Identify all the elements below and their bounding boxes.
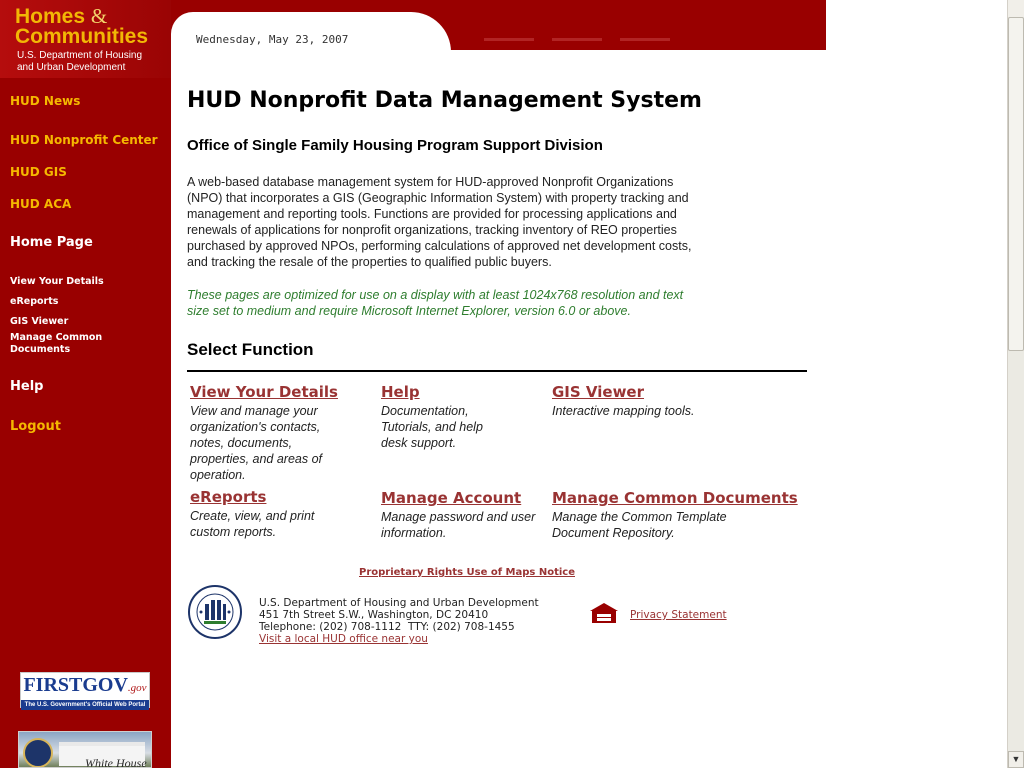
sidebar-item-gis-viewer[interactable]: GIS Viewer	[10, 316, 69, 327]
logo-line-3: U.S. Department of Housing	[17, 50, 143, 61]
select-function-heading: Select Function	[187, 340, 314, 359]
function-desc-manage-account: Manage password and user information.	[381, 510, 536, 540]
homes-communities-logo[interactable]	[0, 0, 171, 78]
sidebar-item-hud-gis[interactable]: HUD GIS	[10, 165, 67, 179]
white-house-label: White House	[85, 756, 147, 768]
firstgov-banner[interactable]	[20, 672, 150, 708]
logo-word-communities: Communities	[15, 25, 149, 48]
sidebar-item-logout[interactable]: Logout	[10, 419, 61, 434]
sidebar-item-manage-common-documents[interactable]: Manage Common Documents	[10, 332, 103, 355]
function-link-gis-viewer[interactable]: GIS Viewer	[552, 383, 645, 401]
firstgov-suffix: .gov	[127, 682, 147, 694]
function-gis-viewer	[552, 383, 802, 419]
function-link-manage-account[interactable]: Manage Account	[381, 489, 522, 507]
function-desc-ereports: Create, view, and print custom reports.	[190, 509, 315, 539]
system-description: A web-based database management system for HUD-approved Nonprofit Organizations (NPO) that incorporates a GIS (Geographic Information System) with property tracking and management and reporting tools. Functions are provided for processing applications and renewals of applications for nonprofit organizations, tracking inventory of REO properties purchased by approved NPOs, performing calculations of approved net development costs, and tracking the resale of the properties to qualified public buyers.	[187, 175, 692, 269]
sidebar-item-hud-news[interactable]: HUD News	[10, 94, 81, 108]
function-ereports	[190, 488, 370, 540]
address-line-3: Telephone: (202) 708-1112 TTY: (202) 708-1455	[259, 621, 515, 633]
sidebar-item-view-your-details[interactable]: View Your Details	[10, 276, 104, 287]
logo-ampersand: &	[90, 4, 108, 28]
hud-address-block	[259, 597, 539, 645]
firstgov-logo	[21, 673, 149, 700]
address-line-2: 451 7th Street S.W., Washington, DC 20410	[259, 609, 489, 621]
firstgov-tagline: The U.S. Government's Official Web Portal	[21, 700, 149, 710]
function-desc-gis-viewer: Interactive mapping tools.	[552, 404, 695, 418]
logo-word-homes: Homes	[15, 5, 86, 28]
sidebar-item-hud-nonprofit-center[interactable]: HUD Nonprofit Center	[10, 133, 158, 147]
maps-notice-link[interactable]: Proprietary Rights Use of Maps Notice	[359, 567, 575, 578]
sidebar-item-ereports[interactable]: eReports	[10, 296, 59, 307]
logo-line-4: and Urban Development	[17, 62, 126, 73]
browser-requirements-note: These pages are optimized for use on a display with at least 1024x768 resolution and text size set to medium and require Microsoft Internet Explorer, version 6.0 or above.	[187, 288, 684, 318]
function-manage-common-documents	[552, 489, 802, 541]
presidential-seal-icon	[23, 738, 53, 768]
function-desc-view-your-details: View and manage your organization's contacts, notes, documents, properties, and areas of operation.	[190, 404, 323, 482]
header-decoration	[484, 33, 684, 45]
address-line-1: U.S. Department of Housing and Urban Development	[259, 597, 539, 609]
sidebar-item-help[interactable]: Help	[10, 379, 44, 394]
white-house-banner[interactable]	[18, 731, 152, 768]
function-manage-account	[381, 489, 546, 541]
sidebar-item-home-page[interactable]: Home Page	[10, 235, 93, 250]
sidebar-item-hud-aca[interactable]: HUD ACA	[10, 197, 72, 211]
hud-seal-icon	[187, 584, 243, 640]
logo-line-1	[15, 6, 171, 27]
function-help	[381, 383, 541, 451]
function-desc-manage-common-documents: Manage the Common Template Document Repository.	[552, 510, 727, 540]
scroll-up-button[interactable]	[1008, 0, 1024, 17]
firstgov-brand: FIRSTGOV	[23, 674, 128, 696]
header-date: Wednesday, May 23, 2007	[196, 33, 349, 46]
function-link-help[interactable]: Help	[381, 383, 420, 401]
privacy-statement-link[interactable]: Privacy Statement	[630, 609, 727, 621]
local-office-link[interactable]: Visit a local HUD office near you	[259, 633, 428, 645]
function-desc-help: Documentation, Tutorials, and help desk support.	[381, 404, 483, 450]
chevron-down-icon: ▼	[1011, 754, 1021, 764]
function-link-view-your-details[interactable]: View Your Details	[190, 383, 338, 401]
page-title: HUD Nonprofit Data Management System	[187, 88, 702, 113]
equal-housing-opportunity-icon	[589, 602, 619, 624]
section-divider	[187, 370, 807, 372]
function-link-ereports[interactable]: eReports	[190, 488, 267, 506]
scroll-down-button[interactable]	[1008, 751, 1024, 768]
function-link-manage-common-documents[interactable]: Manage Common Documents	[552, 489, 798, 507]
scrollbar-thumb[interactable]	[1008, 17, 1024, 351]
function-view-your-details	[190, 383, 370, 483]
page-subtitle: Office of Single Family Housing Program Support Division	[187, 137, 603, 154]
